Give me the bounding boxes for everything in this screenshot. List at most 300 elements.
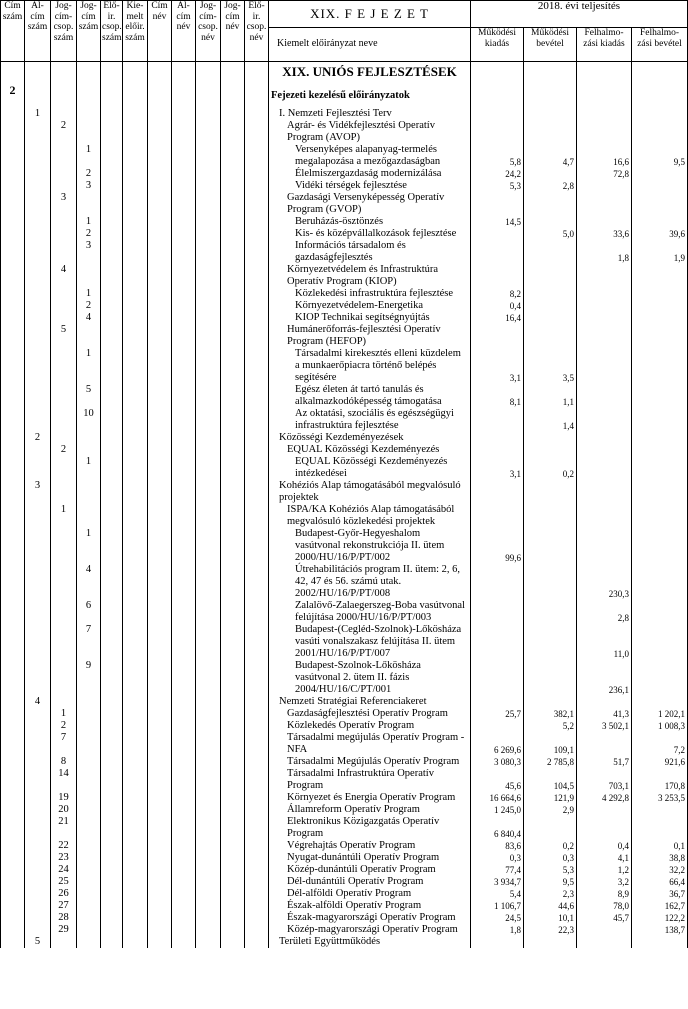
empty-cell xyxy=(25,192,51,216)
empty-cell xyxy=(77,792,101,804)
table-row xyxy=(1,444,688,456)
empty-cell xyxy=(101,384,123,408)
value-mb: 0,3 xyxy=(524,852,577,864)
empty-cell xyxy=(148,876,172,888)
empty-cell xyxy=(123,768,148,792)
empty-cell xyxy=(632,660,688,696)
empty-cell xyxy=(148,300,172,312)
empty-cell xyxy=(77,708,101,720)
empty-cell xyxy=(172,732,196,756)
code-csop: 2 xyxy=(51,120,77,144)
empty-cell xyxy=(123,480,148,504)
empty-cell xyxy=(1,900,25,912)
table-row xyxy=(1,720,688,732)
empty-cell xyxy=(172,720,196,732)
empty-cell xyxy=(221,432,245,444)
empty-cell xyxy=(51,936,77,948)
empty-cell xyxy=(172,264,196,288)
empty-cell xyxy=(25,84,51,108)
empty-cell xyxy=(221,312,245,324)
empty-cell xyxy=(51,348,77,384)
value-mk: 8,2 xyxy=(471,288,524,300)
value-fk: 0,4 xyxy=(577,840,632,852)
empty-cell xyxy=(172,768,196,792)
empty-cell xyxy=(25,600,51,624)
row-label: Nemzeti Stratégiai Referenciakeret xyxy=(269,696,471,708)
empty-cell xyxy=(25,384,51,408)
empty-cell xyxy=(123,324,148,348)
empty-cell xyxy=(123,840,148,852)
code-jog: 3 xyxy=(77,240,101,264)
empty-cell xyxy=(524,264,577,288)
table-row xyxy=(1,792,688,804)
table-row xyxy=(1,180,688,192)
row-label: XIX. UNIÓS FEJLESZTÉSEK xyxy=(269,62,471,84)
col-jogcimcsop-nev: Jog- cím- csop. név xyxy=(196,1,221,62)
empty-cell xyxy=(1,240,25,264)
empty-cell xyxy=(524,600,577,624)
table-body xyxy=(1,62,688,948)
empty-cell xyxy=(51,408,77,432)
row-label: EQUAL Közösségi Kezdeményezés intézkedései xyxy=(269,456,471,480)
value-mk: 77,4 xyxy=(471,864,524,876)
empty-cell xyxy=(172,180,196,192)
empty-cell xyxy=(471,240,524,264)
table-row xyxy=(1,852,688,864)
empty-cell xyxy=(123,756,148,768)
row-label: Kis- és középvállalkozások fejlesztése xyxy=(269,228,471,240)
empty-cell xyxy=(172,408,196,432)
empty-cell xyxy=(148,696,172,708)
empty-cell xyxy=(196,432,221,444)
empty-cell xyxy=(196,62,221,84)
empty-cell xyxy=(524,216,577,228)
empty-cell xyxy=(221,816,245,840)
empty-cell xyxy=(196,384,221,408)
empty-cell xyxy=(1,792,25,804)
row-label: Gazdaságfejlesztési Operatív Program xyxy=(269,708,471,720)
empty-cell xyxy=(77,804,101,816)
table-row xyxy=(1,912,688,924)
row-label: Környezetvédelem-Energetika xyxy=(269,300,471,312)
empty-cell xyxy=(25,240,51,264)
empty-cell xyxy=(221,120,245,144)
row-label: Egész életen át tartó tanulás és alkalmazkodóképesség támogatása xyxy=(269,384,471,408)
col-kiemelt-nev: Kiemelt előirányzat neve xyxy=(269,28,471,62)
empty-cell xyxy=(221,480,245,504)
empty-cell xyxy=(101,240,123,264)
empty-cell xyxy=(245,840,269,852)
empty-cell xyxy=(172,444,196,456)
empty-cell xyxy=(221,504,245,528)
empty-cell xyxy=(148,864,172,876)
empty-cell xyxy=(172,816,196,840)
empty-cell xyxy=(1,144,25,168)
empty-cell xyxy=(101,756,123,768)
value-mk: 6 840,4 xyxy=(471,816,524,840)
empty-cell xyxy=(196,708,221,720)
empty-cell xyxy=(471,432,524,444)
value-fb: 1 202,1 xyxy=(632,708,688,720)
empty-cell xyxy=(245,768,269,792)
row-label: Társadalmi Megújulás Operatív Program xyxy=(269,756,471,768)
empty-cell xyxy=(471,624,524,660)
empty-cell xyxy=(77,444,101,456)
empty-cell xyxy=(51,288,77,300)
empty-cell xyxy=(196,528,221,564)
empty-cell xyxy=(196,876,221,888)
empty-cell xyxy=(221,288,245,300)
empty-cell xyxy=(148,756,172,768)
empty-cell xyxy=(196,624,221,660)
empty-cell xyxy=(1,408,25,432)
value-mk: 0,4 xyxy=(471,300,524,312)
table-row xyxy=(1,696,688,708)
table-row xyxy=(1,264,688,288)
empty-cell xyxy=(196,144,221,168)
empty-cell xyxy=(172,600,196,624)
empty-cell xyxy=(148,192,172,216)
empty-cell xyxy=(101,288,123,300)
empty-cell xyxy=(245,708,269,720)
empty-cell xyxy=(51,144,77,168)
empty-cell xyxy=(25,924,51,936)
empty-cell xyxy=(51,432,77,444)
empty-cell xyxy=(471,120,524,144)
empty-cell xyxy=(123,504,148,528)
empty-cell xyxy=(77,912,101,924)
empty-cell xyxy=(101,312,123,324)
empty-cell xyxy=(101,120,123,144)
value-fk: 3 502,1 xyxy=(577,720,632,732)
empty-cell xyxy=(51,456,77,480)
empty-cell xyxy=(77,732,101,756)
empty-cell xyxy=(221,912,245,924)
empty-cell xyxy=(196,660,221,696)
empty-cell xyxy=(123,300,148,312)
empty-cell xyxy=(221,804,245,816)
empty-cell xyxy=(77,864,101,876)
table-row xyxy=(1,228,688,240)
empty-cell xyxy=(632,120,688,144)
empty-cell xyxy=(245,528,269,564)
code-jog: 1 xyxy=(77,348,101,384)
table-row xyxy=(1,732,688,756)
empty-cell xyxy=(101,228,123,240)
col-cim-nev: Cím név xyxy=(148,1,172,62)
empty-cell xyxy=(196,120,221,144)
empty-cell xyxy=(172,480,196,504)
value-fb: 39,6 xyxy=(632,228,688,240)
empty-cell xyxy=(1,384,25,408)
value-fk: 2,8 xyxy=(577,600,632,624)
empty-cell xyxy=(632,300,688,312)
empty-cell xyxy=(148,408,172,432)
empty-cell xyxy=(245,600,269,624)
row-label: I. Nemzeti Fejlesztési Terv xyxy=(269,108,471,120)
row-label: Társadalmi megújulás Operatív Program - NFA xyxy=(269,732,471,756)
empty-cell xyxy=(245,180,269,192)
empty-cell xyxy=(123,348,148,384)
value-fk: 51,7 xyxy=(577,756,632,768)
empty-cell xyxy=(51,300,77,312)
empty-cell xyxy=(101,792,123,804)
col-jogcimcsop-szam: Jog- cím- csop. szám xyxy=(51,1,77,62)
empty-cell xyxy=(471,480,524,504)
empty-cell xyxy=(245,108,269,120)
empty-cell xyxy=(221,924,245,936)
empty-cell xyxy=(196,732,221,756)
empty-cell xyxy=(148,804,172,816)
table-row xyxy=(1,216,688,228)
value-fb: 122,2 xyxy=(632,912,688,924)
empty-cell xyxy=(221,756,245,768)
value-mk: 6 269,6 xyxy=(471,732,524,756)
value-fb: 3 253,5 xyxy=(632,792,688,804)
empty-cell xyxy=(577,732,632,756)
empty-cell xyxy=(51,528,77,564)
empty-cell xyxy=(577,432,632,444)
empty-cell xyxy=(245,216,269,228)
table-row xyxy=(1,888,688,900)
code-jog: 1 xyxy=(77,528,101,564)
value-mk: 24,5 xyxy=(471,912,524,924)
empty-cell xyxy=(632,288,688,300)
code-csop: 8 xyxy=(51,756,77,768)
empty-cell xyxy=(1,720,25,732)
empty-cell xyxy=(577,216,632,228)
empty-cell xyxy=(1,732,25,756)
empty-cell xyxy=(1,816,25,840)
empty-cell xyxy=(101,888,123,900)
code-alcim: 1 xyxy=(25,108,51,120)
empty-cell xyxy=(632,432,688,444)
empty-cell xyxy=(196,324,221,348)
empty-cell xyxy=(101,900,123,912)
empty-cell xyxy=(221,900,245,912)
empty-cell xyxy=(123,264,148,288)
col-alcim-nev: Al- cím név xyxy=(172,1,196,62)
empty-cell xyxy=(123,876,148,888)
value-mb: 104,5 xyxy=(524,768,577,792)
empty-cell xyxy=(172,936,196,948)
empty-cell xyxy=(101,180,123,192)
empty-cell xyxy=(123,600,148,624)
empty-cell xyxy=(221,696,245,708)
empty-cell xyxy=(245,168,269,180)
empty-cell xyxy=(577,120,632,144)
empty-cell xyxy=(77,84,101,108)
empty-cell xyxy=(148,708,172,720)
empty-cell xyxy=(101,804,123,816)
empty-cell xyxy=(148,432,172,444)
empty-cell xyxy=(101,264,123,288)
empty-cell xyxy=(245,852,269,864)
empty-cell xyxy=(51,180,77,192)
empty-cell xyxy=(123,720,148,732)
col-eloircsop-szam: Elő- ir. csop. szám xyxy=(101,1,123,62)
empty-cell xyxy=(577,444,632,456)
empty-cell xyxy=(123,624,148,660)
empty-cell xyxy=(196,888,221,900)
code-jog: 1 xyxy=(77,144,101,168)
empty-cell xyxy=(25,564,51,600)
row-label: Közép-magyarországi Operatív Program xyxy=(269,924,471,936)
empty-cell xyxy=(123,144,148,168)
empty-cell xyxy=(577,528,632,564)
empty-cell xyxy=(221,444,245,456)
empty-cell xyxy=(101,84,123,108)
code-csop: 5 xyxy=(51,324,77,348)
value-mb: 2,9 xyxy=(524,804,577,816)
empty-cell xyxy=(172,852,196,864)
empty-cell xyxy=(196,792,221,804)
value-mb: 10,1 xyxy=(524,912,577,924)
empty-cell xyxy=(577,408,632,432)
empty-cell xyxy=(101,168,123,180)
empty-cell xyxy=(196,900,221,912)
empty-cell xyxy=(148,62,172,84)
empty-cell xyxy=(77,480,101,504)
empty-cell xyxy=(524,108,577,120)
value-mk: 16,4 xyxy=(471,312,524,324)
empty-cell xyxy=(101,348,123,384)
empty-cell xyxy=(221,528,245,564)
empty-cell xyxy=(51,312,77,324)
row-label: Agrár- és Vidékfejlesztési Operatív Program (AVOP) xyxy=(269,120,471,144)
empty-cell xyxy=(245,192,269,216)
empty-cell xyxy=(632,600,688,624)
empty-cell xyxy=(101,768,123,792)
empty-cell xyxy=(172,228,196,240)
empty-cell xyxy=(172,528,196,564)
empty-cell xyxy=(632,528,688,564)
code-alcim: 3 xyxy=(25,480,51,504)
row-label: Területi Együttműködés xyxy=(269,936,471,948)
empty-cell xyxy=(172,168,196,180)
empty-cell xyxy=(123,384,148,408)
empty-cell xyxy=(196,456,221,480)
empty-cell xyxy=(148,456,172,480)
value-mb: 22,3 xyxy=(524,924,577,936)
empty-cell xyxy=(101,732,123,756)
value-mb: 2,8 xyxy=(524,180,577,192)
empty-cell xyxy=(632,264,688,288)
empty-cell xyxy=(632,168,688,180)
row-label: Észak-magyarországi Operatív Program xyxy=(269,912,471,924)
empty-cell xyxy=(25,168,51,180)
value-mk: 16 664,6 xyxy=(471,792,524,804)
empty-cell xyxy=(471,408,524,432)
empty-cell xyxy=(172,564,196,600)
empty-cell xyxy=(101,936,123,948)
empty-cell xyxy=(25,756,51,768)
value-fb: 138,7 xyxy=(632,924,688,936)
empty-cell xyxy=(577,288,632,300)
empty-cell xyxy=(577,804,632,816)
empty-cell xyxy=(196,912,221,924)
table-row xyxy=(1,936,688,948)
code-csop: 27 xyxy=(51,900,77,912)
value-mk: 3,1 xyxy=(471,348,524,384)
empty-cell xyxy=(123,216,148,228)
empty-cell xyxy=(221,324,245,348)
empty-cell xyxy=(632,348,688,384)
empty-cell xyxy=(221,62,245,84)
empty-cell xyxy=(148,108,172,120)
row-label: KIOP Technikai segítségnyújtás xyxy=(269,312,471,324)
empty-cell xyxy=(1,564,25,600)
empty-cell xyxy=(196,192,221,216)
empty-cell xyxy=(221,600,245,624)
table-row xyxy=(1,564,688,600)
value-fk: 45,7 xyxy=(577,912,632,924)
value-mk: 3 934,7 xyxy=(471,876,524,888)
empty-cell xyxy=(101,564,123,600)
empty-cell xyxy=(123,852,148,864)
code-csop: 21 xyxy=(51,816,77,840)
empty-cell xyxy=(196,168,221,180)
code-csop: 3 xyxy=(51,192,77,216)
empty-cell xyxy=(196,600,221,624)
empty-cell xyxy=(632,108,688,120)
empty-cell xyxy=(123,432,148,444)
empty-cell xyxy=(25,120,51,144)
empty-cell xyxy=(1,600,25,624)
empty-cell xyxy=(123,912,148,924)
table-row xyxy=(1,432,688,444)
empty-cell xyxy=(245,924,269,936)
empty-cell xyxy=(25,348,51,384)
empty-cell xyxy=(1,228,25,240)
value-fk: 33,6 xyxy=(577,228,632,240)
row-label: Közlekedés Operatív Program xyxy=(269,720,471,732)
empty-cell xyxy=(524,816,577,840)
empty-cell xyxy=(123,816,148,840)
empty-cell xyxy=(524,504,577,528)
empty-cell xyxy=(524,120,577,144)
value-mk: 5,8 xyxy=(471,144,524,168)
empty-cell xyxy=(1,180,25,192)
empty-cell xyxy=(196,312,221,324)
empty-cell xyxy=(77,888,101,900)
empty-cell xyxy=(123,288,148,300)
empty-cell xyxy=(1,456,25,480)
empty-cell xyxy=(25,300,51,312)
empty-cell xyxy=(577,324,632,348)
code-jog: 7 xyxy=(77,624,101,660)
value-mb: 4,7 xyxy=(524,144,577,168)
empty-cell xyxy=(1,216,25,228)
value-fb: 38,8 xyxy=(632,852,688,864)
empty-cell xyxy=(77,192,101,216)
empty-cell xyxy=(221,792,245,804)
value-mb: 0,2 xyxy=(524,840,577,852)
empty-cell xyxy=(1,840,25,852)
empty-cell xyxy=(221,108,245,120)
empty-cell xyxy=(148,624,172,660)
value-fk: 72,8 xyxy=(577,168,632,180)
code-csop: 29 xyxy=(51,924,77,936)
code-csop: 4 xyxy=(51,264,77,288)
empty-cell xyxy=(77,768,101,792)
empty-cell xyxy=(123,180,148,192)
empty-cell xyxy=(245,696,269,708)
code-csop: 2 xyxy=(51,720,77,732)
empty-cell xyxy=(172,864,196,876)
empty-cell xyxy=(632,84,688,108)
empty-cell xyxy=(221,228,245,240)
